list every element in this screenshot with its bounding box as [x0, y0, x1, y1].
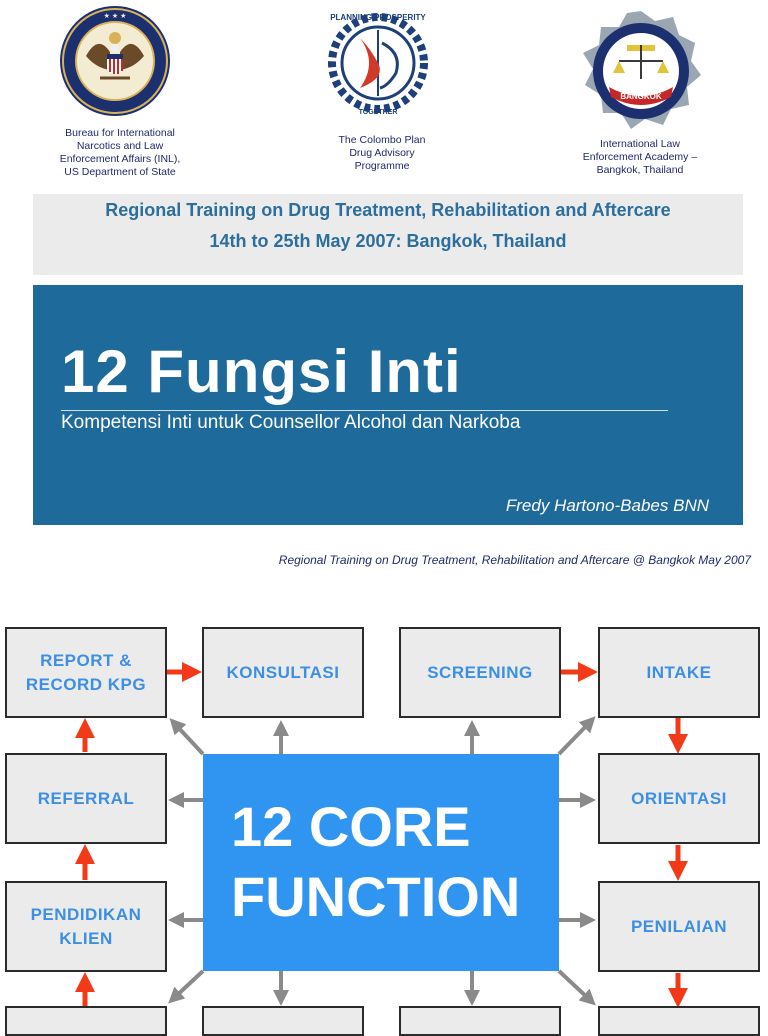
box-bottom-3	[399, 1006, 561, 1036]
core-function-box	[203, 754, 559, 971]
page-title: 12 Fungsi Inti	[61, 338, 462, 405]
box-pendidikan-klien: PENDIDIKAN KLIEN	[5, 881, 167, 972]
box-bottom-2	[202, 1006, 364, 1036]
box-referral: REFERRAL	[5, 753, 167, 844]
link-arrow-core-to-bottom-right	[559, 971, 590, 1000]
box-penilaian: PENILAIAN	[598, 881, 760, 972]
box-intake: INTAKE	[598, 627, 760, 718]
svg-text:TOGETHER: TOGETHER	[358, 109, 398, 116]
svg-text:BANGKOK: BANGKOK	[620, 92, 662, 101]
training-title: Regional Training on Drug Treatment, Rehabilitation and Aftercare	[105, 200, 671, 220]
page-subtitle: Kompetensi Inti untuk Counsellor Alcohol dan Narkoba	[61, 412, 521, 433]
inl-caption: Bureau for International Narcotics and Law Enforcement Affairs (INL), US Department of State	[59, 127, 181, 178]
box-report-record: REPORT & RECORD KPG	[5, 627, 167, 718]
link-arrow-core-to-bottom-left	[174, 971, 203, 998]
training-dates: 14th to 25th May 2007: Bangkok, Thailand	[209, 231, 567, 251]
link-arrow-core-to-intake	[559, 722, 590, 754]
link-arrow-core-to-report	[175, 724, 203, 754]
ilea-caption: International Law Enforcement Academy – Bangkok, Thailand	[582, 138, 698, 176]
colombo-plan-caption: The Colombo Plan Drug Advisory Programme	[338, 134, 426, 172]
core-function-label: 12 CORE FUNCTION	[231, 795, 521, 928]
svg-text:★ ★ ★: ★ ★ ★	[103, 13, 127, 20]
svg-text:PLANNING PROSPERITY: PLANNING PROSPERITY	[330, 13, 426, 22]
box-screening: SCREENING	[399, 627, 561, 718]
box-orientasi: ORIENTASI	[598, 753, 760, 844]
box-bottom-4	[598, 1006, 760, 1036]
box-konsultasi: KONSULTASI	[202, 627, 364, 718]
box-bottom-1	[5, 1006, 167, 1036]
author-credit: Fredy Hartono-Babes BNN	[505, 496, 709, 515]
footer-caption: Regional Training on Drug Treatment, Rehabilitation and Aftercare @ Bangkok May 2007	[278, 553, 751, 567]
